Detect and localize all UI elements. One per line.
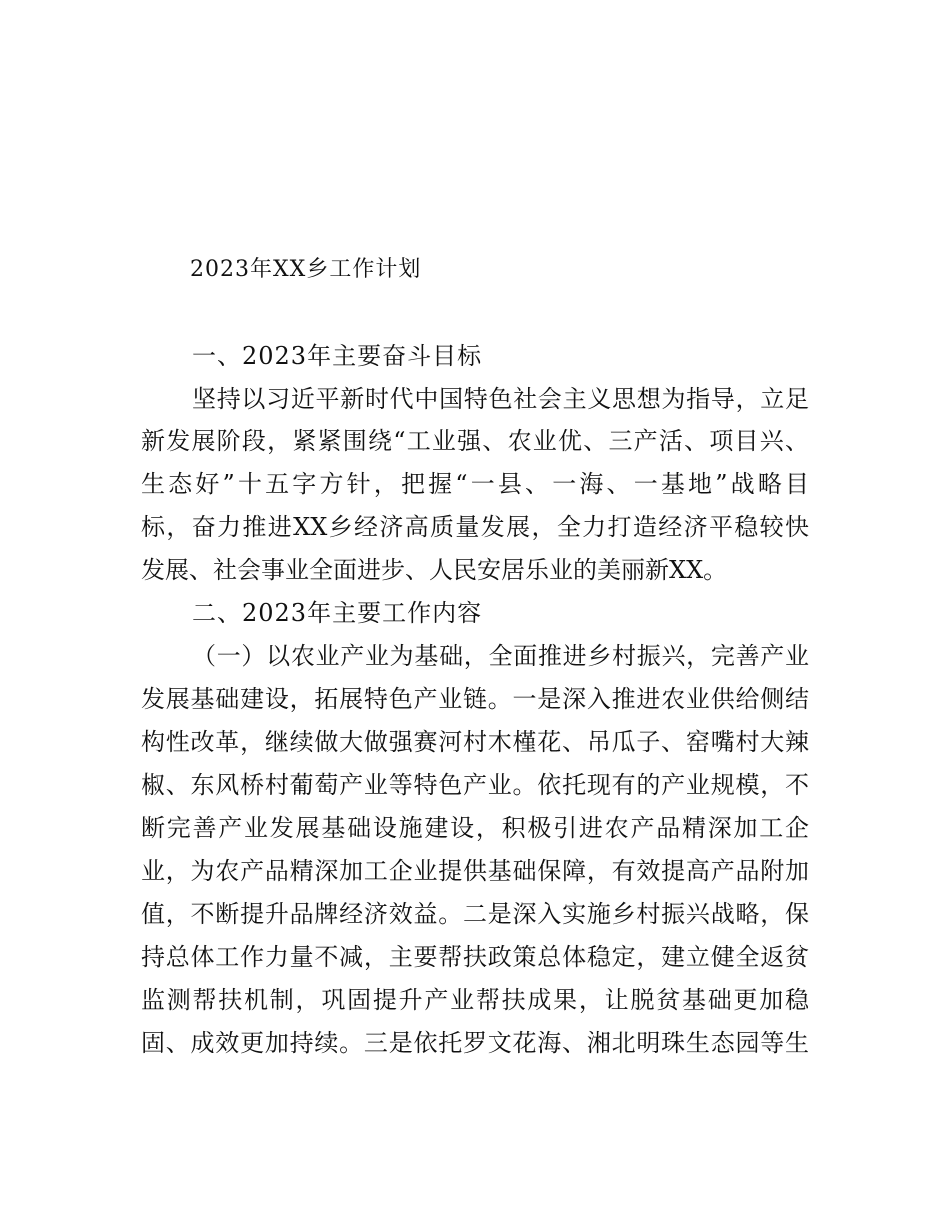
section-2-line-4: 椒、东风桥村葡萄产业等特色产业。依托现有的产业规模，不: [141, 771, 809, 799]
section-1-line-5: 发展、社会事业全面进步、人民安居乐业的美丽新XX。: [141, 556, 728, 584]
section-2-line-9: 监测帮扶机制，巩固提升产业帮扶成果，让脱贫基础更加稳: [141, 986, 809, 1014]
section-2-line-8: 持总体工作力量不减，主要帮扶政策总体稳定，建立健全返贫: [141, 943, 809, 971]
section-1-line-1: 坚持以习近平新时代中国特色社会主义思想为指导，立足: [192, 385, 809, 413]
section-2-line-10: 固、成效更加持续。三是依托罗文花海、湘北明珠生态园等生: [141, 1029, 809, 1057]
section-2-line-7: 值，不断提升品牌经济效益。二是深入实施乡村振兴战略，保: [141, 900, 809, 928]
section-1-line-4: 标，奋力推进XX乡经济高质量发展，全力打造经济平稳较快: [141, 513, 809, 541]
section-1-line-2: 新发展阶段，紧紧围绕“工业强、农业优、三产活、项目兴、: [141, 427, 809, 455]
section-1-heading: 一、2023年主要奋斗目标: [192, 342, 483, 370]
section-2-line-2: 发展基础建设，拓展特色产业链。一是深入推进农业供给侧结: [141, 685, 809, 713]
section-2-line-1: （一）以农业产业为基础，全面推进乡村振兴，完善产业: [192, 642, 809, 670]
section-1-line-3: 生态好”十五字方针，把握“一县、一海、一基地”战略目: [141, 470, 809, 498]
document-title: 2023年XX乡工作计划: [190, 257, 422, 282]
section-2-line-6: 业，为农产品精深加工企业提供基础保障，有效提高产品附加: [141, 857, 809, 885]
section-2-heading: 二、2023年主要工作内容: [192, 599, 483, 627]
section-2-line-3: 构性改革，继续做大做强赛河村木槿花、吊瓜子、窑嘴村大辣: [141, 728, 809, 756]
section-2-line-5: 断完善产业发展基础设施建设，积极引进农产品精深加工企: [141, 814, 809, 842]
